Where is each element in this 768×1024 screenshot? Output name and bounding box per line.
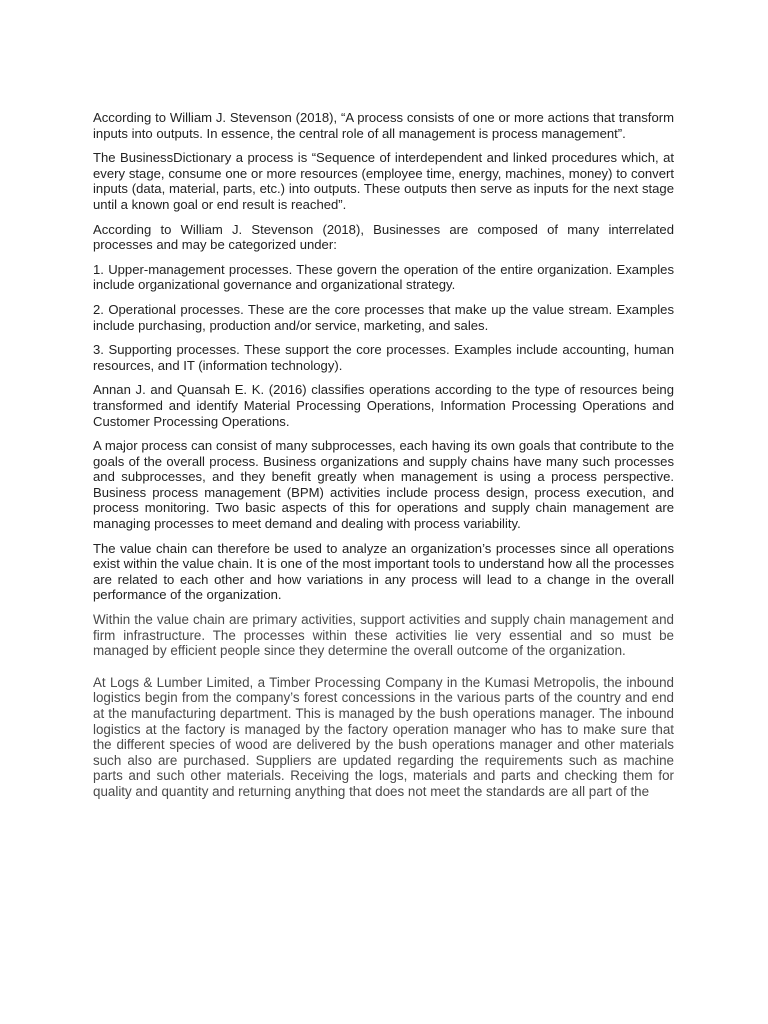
paragraph-process-categories: According to William J. Stevenson (2018), Businesses are composed of many interrelated processes and may be categorized under: [93, 221, 674, 253]
paragraph-process-definition: According to William J. Stevenson (2018), “A process consists of one or more actions that transform inputs into outputs. In essence, the central role of all management is process management”. [93, 110, 674, 141]
paragraph-logs-and-lumber: At Logs & Lumber Limited, a Timber Processing Company in the Kumasi Metropolis, the inbound logistics begin from the company’s forest concessions in the various parts of the country and end at the manufacturing department. This is managed by the bush operations manager. The inbound logistics at the factory is managed by the factory operation manager who has to make sure that the different species of wood are delivered by the bush operations manager and other materials such also are purchased. Suppliers are updated regarding the requirements such as machine parts and such other materials. Receiving the logs, materials and parts and checking them for quality and quantity and returning anything that does not meet the standards are all part of the [93, 674, 674, 799]
list-item-supporting: 3. Supporting processes. These support the core processes. Examples include accounting, human resources, and IT (information technology). [93, 342, 674, 373]
list-item-upper-management: 1. Upper-management processes. These govern the operation of the entire organization. Examples include organizational governance and organizational strategy. [93, 261, 674, 293]
document-page [93, 110, 674, 809]
paragraph-value-chain: The value chain can therefore be used to analyze an organization’s processes since all operations exist within the value chain. It is one of the most important tools to understand how all the processes are related to each other and how variations in any process will lead to a change in the overall performance of the organization. [93, 540, 674, 603]
paragraph-operations-classification: Annan J. and Quansah E. K. (2016) classifies operations according to the type of resources being transformed and identify Material Processing Operations, Information Processing Operations and Customer Processing Operations. [93, 382, 674, 429]
paragraph-subprocesses: A major process can consist of many subprocesses, each having its own goals that contribute to the goals of the overall process. Business organizations and supply chains have many such processes and subprocesses, and they benefit greatly when management is using a process perspective. Business process management (BPM) activities include process design, process execution, and process monitoring. Two basic aspects of this for operations and supply chain management are managing processes to meet demand and dealing with process variability. [93, 438, 674, 532]
list-item-operational: 2. Operational processes. These are the core processes that make up the value stream. Examples include purchasing, production and/or service, marketing, and sales. [93, 301, 674, 333]
paragraph-business-dictionary: The BusinessDictionary a process is “Sequence of interdependent and linked procedures which, at every stage, consume one or more resources (employee time, energy, machines, money) to convert inputs (data, material, parts, etc.) into outputs. These outputs then serve as inputs for the next stage until a known goal or end result is reached”. [93, 150, 674, 212]
paragraph-value-chain-activities: Within the value chain are primary activities, support activities and supply chain management and firm infrastructure. The processes within these activities lie very essential and so must be managed by efficient people since they determine the overall outcome of the organization. [93, 612, 674, 659]
